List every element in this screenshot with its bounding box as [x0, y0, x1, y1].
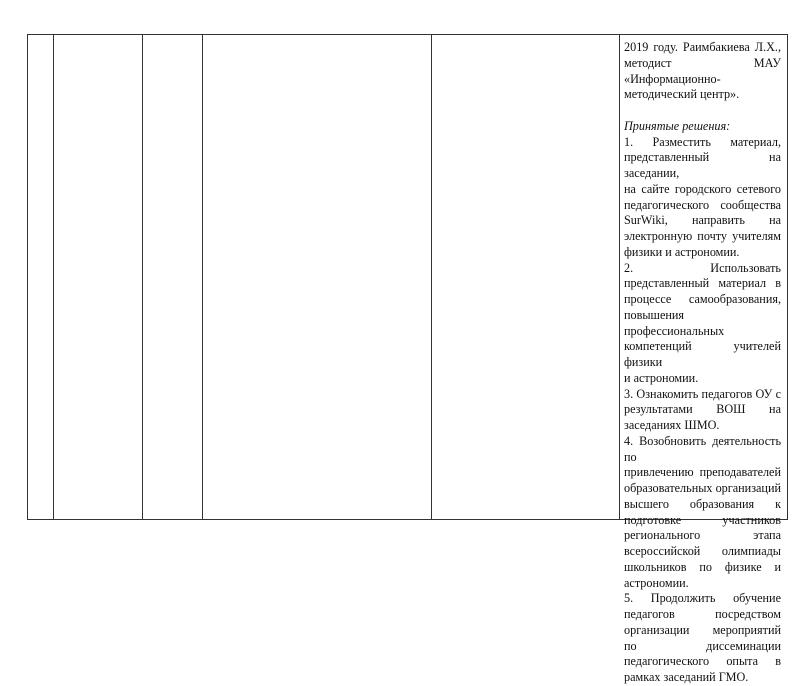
decision-line: подготовке участников [624, 512, 781, 527]
decision-line: заседаниях ШМО. [624, 418, 720, 432]
decision-line: представленный на заседании, [624, 150, 781, 180]
decision-line: 5. Продолжить обучение [624, 591, 781, 606]
intro-line: 2019 году. Раимбакиева Л.Х., [624, 40, 781, 54]
decision-line: 2. Использовать [624, 260, 781, 275]
decision-line: на сайте городского сетевого [624, 181, 781, 196]
document-table [27, 34, 788, 684]
decision-line: образовательных организаций [624, 481, 781, 495]
intro-line: «Информационно- [624, 71, 721, 86]
decision-line: SurWiki, направить на [624, 213, 781, 228]
decision-line: рамках заседаний ГМО. [624, 670, 749, 684]
decision-line: организации мероприятий [624, 622, 781, 637]
column-divider [142, 35, 143, 519]
decision-line: физики и астрономии. [624, 244, 740, 259]
meeting-intro-text [624, 40, 781, 103]
decision-line: и астрономии. [624, 370, 699, 385]
decision-line: электронную почту учителям [624, 229, 781, 243]
intro-line: методист МАУ [624, 55, 781, 70]
decision-line: по диссеминации [624, 638, 781, 653]
decision-line: педагогического сообщества [624, 197, 781, 212]
decision-item [624, 591, 781, 686]
decision-item [624, 135, 781, 261]
decision-line: 1. Разместить материал, [624, 134, 781, 149]
decision-item [624, 261, 781, 387]
meeting-notes-cell [624, 40, 781, 686]
decisions-heading: Принятые решения: [624, 118, 731, 133]
decision-line: высшего образования к [624, 496, 781, 511]
decision-line: педагогов посредством [624, 607, 781, 621]
decision-line: 3. Ознакомить педагогов ОУ с [624, 386, 781, 401]
decision-line: привлечению преподавателей [624, 465, 781, 480]
column-divider [431, 35, 432, 519]
decision-item [624, 387, 781, 434]
decision-line: процессе самообразования, [624, 292, 781, 306]
decision-line: школьников по физике и [624, 559, 781, 574]
decision-line: компетенций учителей физики [624, 339, 781, 369]
decision-line: представленный материал в [624, 276, 781, 291]
decision-line: астрономии. [624, 575, 689, 590]
decision-line: повышения профессиональных [624, 307, 725, 338]
decision-line: регионального этапа [624, 528, 781, 543]
decision-line: педагогического опыта в [624, 654, 781, 669]
decision-item [624, 434, 781, 592]
column-divider [53, 35, 54, 519]
column-divider [202, 35, 203, 519]
decision-line: 4. Возобновить деятельность по [624, 433, 781, 464]
intro-line: методический центр». [624, 87, 740, 102]
decision-line: всероссийской олимпиады [624, 544, 781, 558]
decisions-list [624, 135, 781, 686]
decision-line: результатами ВОШ на [624, 402, 781, 417]
column-divider [619, 35, 620, 519]
